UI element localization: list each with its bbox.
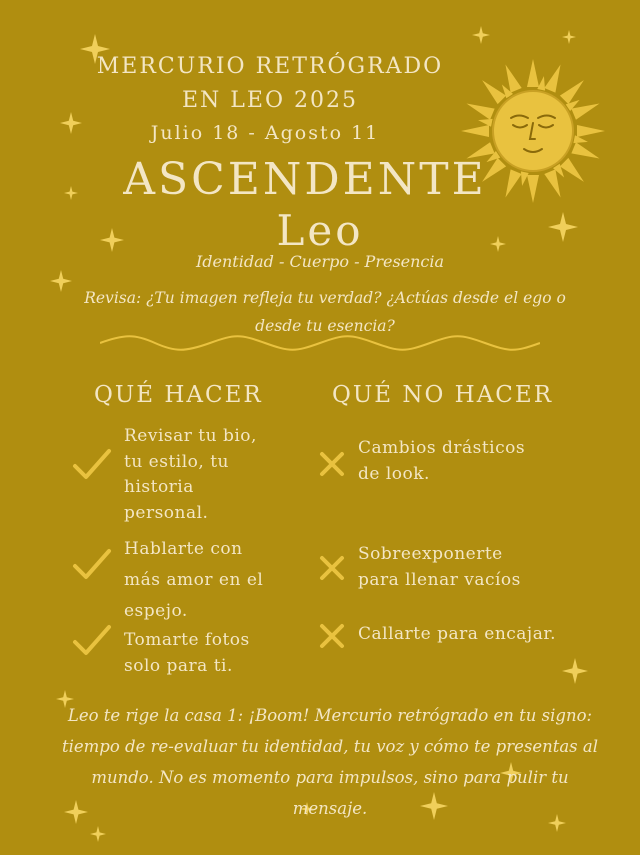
dont-item-text: Callarte para encajar. bbox=[358, 624, 556, 644]
cross-icon bbox=[318, 622, 358, 650]
page-title: ASCENDENTE bbox=[123, 154, 487, 205]
do-item bbox=[72, 628, 250, 679]
do-item-text: Revisar tu bio, tu estilo, tu historia personal. bbox=[124, 426, 257, 523]
sparkle-star-icon bbox=[90, 826, 106, 842]
sign-title: Leo bbox=[276, 206, 364, 255]
do-item bbox=[72, 534, 263, 627]
sparkle-star-icon bbox=[472, 26, 490, 44]
themes-line: Identidad - Cuerpo - Presencia bbox=[195, 252, 445, 271]
dont-column-title: QUÉ NO HACER bbox=[332, 382, 554, 408]
wave-divider bbox=[100, 334, 540, 352]
do-item-text: Hablarte con más amor en el espejo. bbox=[124, 539, 264, 621]
check-icon bbox=[72, 624, 112, 658]
sparkle-star-icon bbox=[562, 30, 576, 44]
footer-message: Leo te rige la casa 1: ¡Boom! Mercurio retrógrado en tu signo: tiempo de re-evaluar tu identidad, tu voz y cómo te presentas al mundo. No es momento para impulsos, sino para pulir tu mensaje. bbox=[61, 706, 599, 818]
do-item-text: Tomarte fotos solo para ti. bbox=[124, 630, 250, 676]
dont-item-text: Cambios drásticos de look. bbox=[358, 438, 526, 484]
dont-item bbox=[318, 542, 521, 593]
header-line-1: MERCURIO RETRÓGRADO bbox=[96, 54, 444, 79]
cross-icon bbox=[318, 450, 358, 478]
sparkle-star-icon bbox=[50, 270, 72, 292]
dont-item bbox=[318, 436, 525, 487]
check-icon bbox=[72, 548, 112, 582]
reflection-question: Revisa: ¿Tu imagen refleja tu verdad? ¿Actúas desde el ego o desde tu esencia? bbox=[84, 289, 566, 335]
dont-item bbox=[318, 622, 556, 650]
cross-icon bbox=[318, 554, 358, 582]
dont-item-text: Sobreexponerte para llenar vacíos bbox=[358, 544, 521, 590]
do-column-title: QUÉ HACER bbox=[94, 382, 263, 408]
check-icon bbox=[72, 448, 112, 482]
date-range: Julio 18 - Agosto 11 bbox=[150, 122, 380, 144]
sparkle-star-icon bbox=[562, 658, 588, 684]
header-line-2: EN LEO 2025 bbox=[182, 88, 358, 113]
do-item bbox=[72, 424, 257, 526]
